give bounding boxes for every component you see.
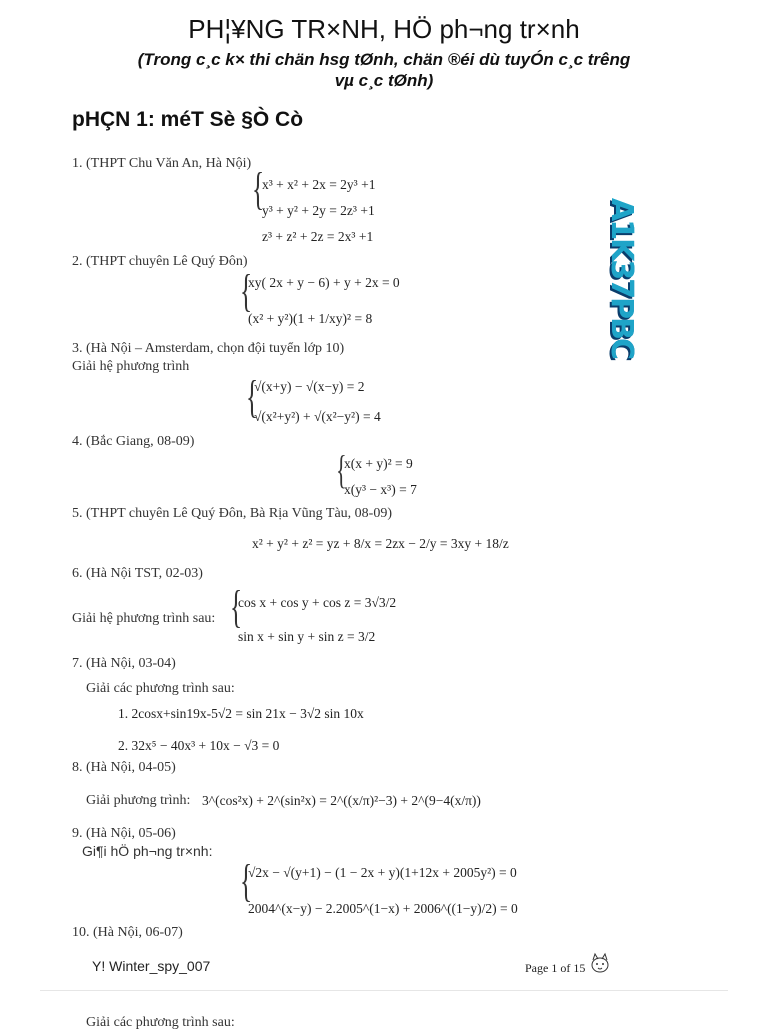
equation-line: y³ + y² + 2y = 2z³ +1 [262, 203, 375, 218]
problem-7-intro: Giải các phương trình sau: [86, 681, 235, 696]
problem-8-label: 8. (Hà Nội, 04-05) [72, 760, 176, 775]
subtitle-line-2: vµ c¸c tØnh) [334, 71, 434, 90]
problem-3-system [254, 374, 381, 430]
problem-6-system [238, 590, 396, 650]
equation-line: √(x+y) − √(x−y) = 2 [254, 379, 365, 394]
equation-line: sin x + sin y + sin z = 3/2 [238, 629, 376, 644]
problem-9-label: 9. (Hà Nội, 05-06) [72, 826, 176, 841]
problem-5-equation: x² + y² + z² = yz + 8/x = 2zx − 2/y = 3xy + 18/z [252, 536, 509, 551]
equation-line: 2004^(x−y) − 2.2005^(1−x) + 2006^((1−y)/2) = 0 [248, 901, 518, 916]
problem-3-label: 3. (Hà Nội – Amsterdam, chọn đội tuyển lớp 10) [72, 341, 345, 356]
document-title: PH¦¥NG TR×NH, HÖ ph¬ng tr×nh [188, 14, 580, 44]
problem-4-label: 4. (Bắc Giang, 08-09) [72, 434, 195, 449]
problem-1-system [262, 172, 375, 250]
footer-page-number: Page 1 of 15 [525, 961, 586, 975]
problem-9-system [248, 860, 518, 922]
equation-line: (x² + y²)(1 + 1/xy)² = 8 [248, 311, 373, 326]
equation-line: cos x + cos y + cos z = 3√3/2 [238, 595, 397, 610]
equation-line: x³ + x² + 2x = 2y³ +1 [262, 177, 376, 192]
equation-line: xy( 2x + y − 6) + y + 2x = 0 [248, 275, 400, 290]
document-subtitle [40, 49, 728, 91]
problem-8-equation: 3^(cos²x) + 2^(sin²x) = 2^((x/π)²−3) + 2^(9−4(x/π)) [202, 793, 481, 808]
footer-author: Y! Winter_spy_007 [92, 958, 211, 974]
problem-6-label: 6. (Hà Nội TST, 02-03) [72, 566, 203, 581]
system-brace: { [336, 447, 347, 492]
cat-doodle-icon [590, 952, 610, 974]
wordart-logo [598, 198, 648, 358]
equation-line: x(y³ − x³) = 7 [344, 482, 417, 497]
problem-4-system [344, 451, 417, 503]
next-page-text: Giải các phương trình sau: [86, 1015, 235, 1030]
equation-line: √(x²+y²) + √(x²−y²) = 4 [254, 409, 381, 424]
problem-9-intro: Gi¶i hÖ ph¬ng tr×nh: [82, 843, 213, 859]
system-brace: { [252, 163, 265, 214]
problem-1-label: 1. (THPT Chu Văn An, Hà Nội) [72, 156, 252, 171]
problem-6-intro: Giải hệ phương trình sau: [72, 611, 216, 626]
system-brace: { [230, 581, 243, 632]
part-heading: pHÇN 1: méT Sè §Ò Cò [72, 108, 304, 131]
problem-2-system [248, 270, 400, 332]
system-brace: { [240, 855, 253, 906]
equation-line: x(x + y)² = 9 [344, 456, 413, 471]
system-brace: { [240, 265, 253, 316]
page-divider [40, 990, 728, 991]
problem-2-label: 2. (THPT chuyên Lê Quý Đôn) [72, 254, 248, 269]
problem-7-equation-2: 2. 32x⁵ − 40x³ + 10x − √3 = 0 [118, 738, 280, 753]
problem-3-intro: Giải hệ phương trình [72, 359, 190, 374]
problem-7-equation-1: 1. 2cosx+sin19x-5√2 = sin 21x − 3√2 sin 10x [118, 706, 364, 721]
subtitle-line-1: (Trong c¸c k× thi chän hsg tØnh, chän ®éi dù tuyÓn c¸c trêng [137, 50, 631, 69]
problem-5-label: 5. (THPT chuyên Lê Quý Đôn, Bà Rịa Vũng Tàu, 08-09) [72, 506, 393, 521]
equation-line: √2x − √(y+1) − (1 − 2x + y)(1+12x + 2005y²) = 0 [248, 865, 517, 880]
system-brace: { [246, 371, 259, 422]
problem-10-label: 10. (Hà Nội, 06-07) [72, 925, 183, 940]
wordart-text: A1K37PBC [598, 198, 644, 358]
problem-8-intro: Giải phương trình: [86, 793, 191, 808]
problem-7-label: 7. (Hà Nội, 03-04) [72, 656, 176, 671]
equation-line: z³ + z² + 2z = 2x³ +1 [262, 229, 374, 244]
